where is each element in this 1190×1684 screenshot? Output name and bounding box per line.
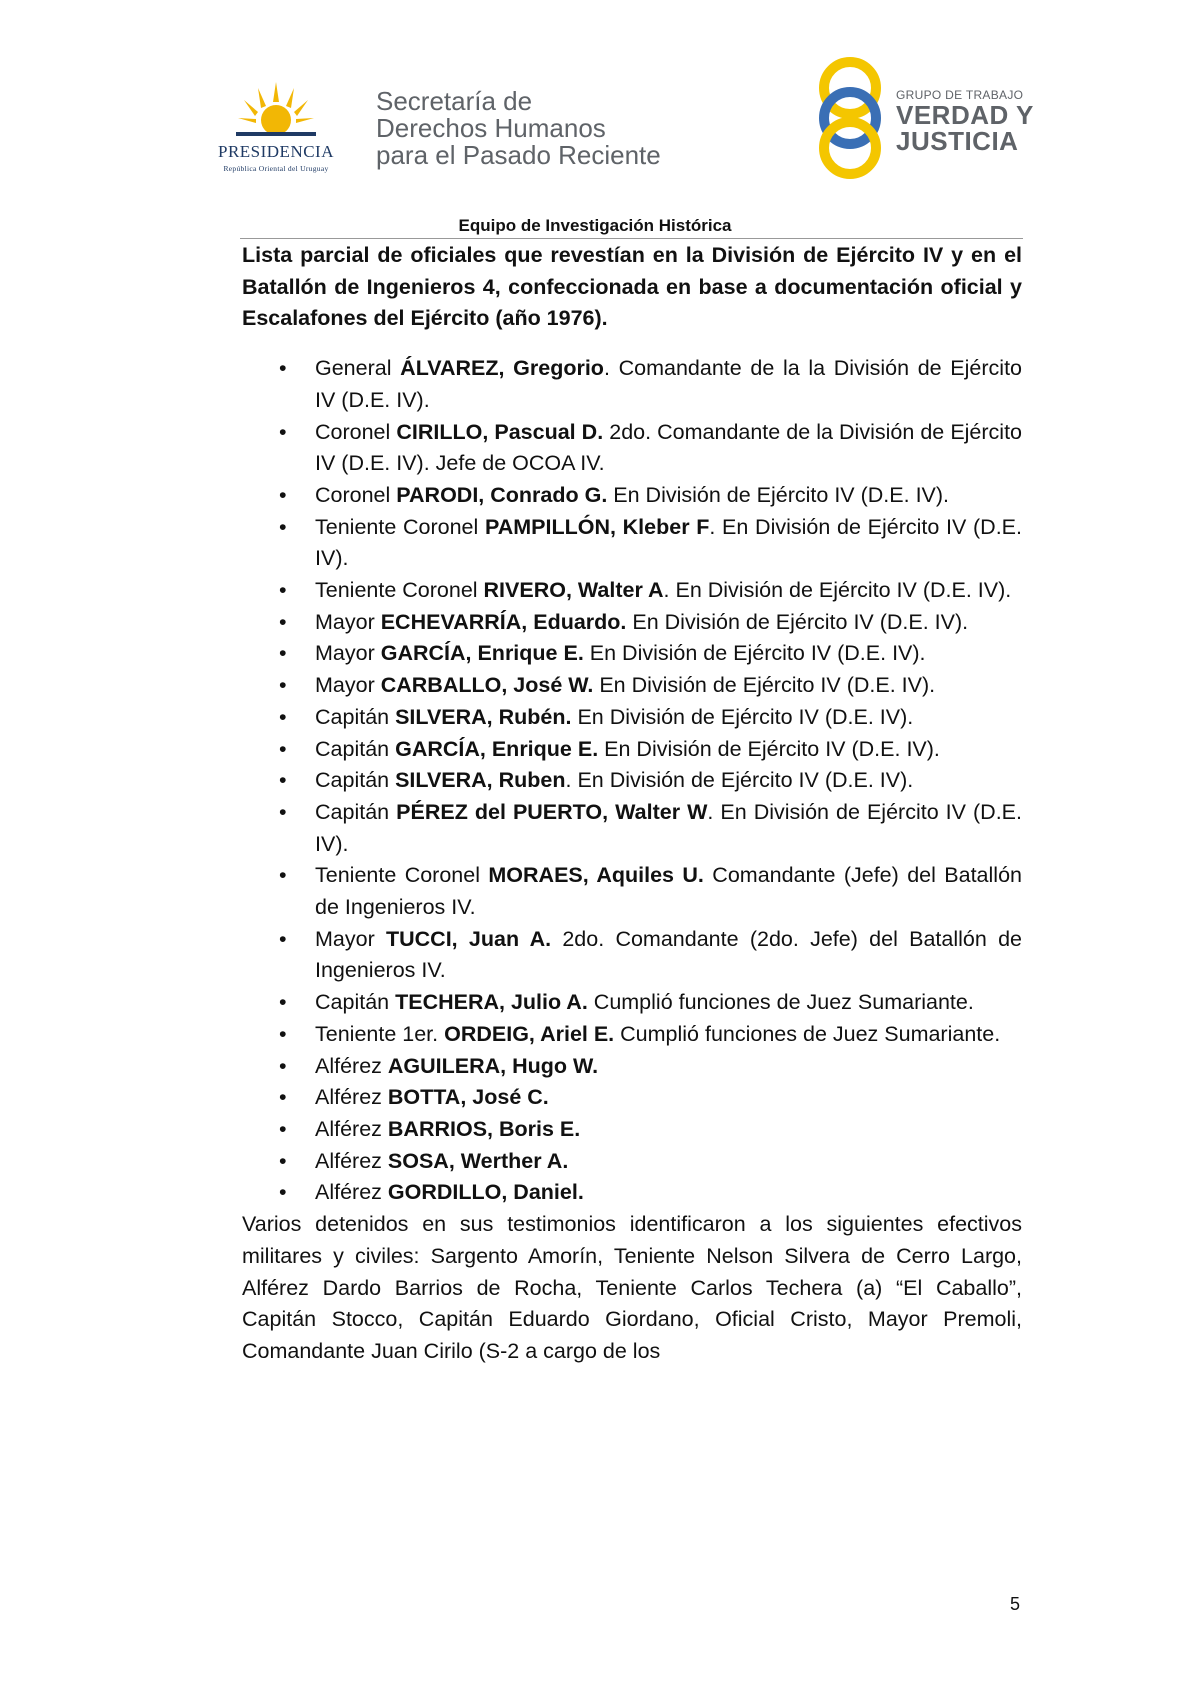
list-item (242, 1177, 1022, 1209)
secretaria-logo-text (376, 88, 661, 169)
bullet-icon: • (279, 578, 287, 603)
list-item (242, 575, 1022, 607)
secretaria-line-2: Derechos Humanos (376, 113, 606, 143)
list-item (242, 734, 1022, 766)
officer-name: MORAES, Aquiles U. (488, 863, 704, 888)
list-item (242, 860, 1022, 923)
officer-description: En División de Ejército IV (D.E. IV). (598, 736, 940, 761)
list-item (242, 1051, 1022, 1083)
officer-description: . Comandante de la la División de Ejército IV (D.E. IV). (315, 356, 1022, 412)
interlocked-rings-icon (815, 56, 885, 180)
list-item (242, 987, 1022, 1019)
list-item (242, 1082, 1022, 1114)
officer-rank: Teniente 1er. (315, 1021, 445, 1046)
bullet-icon: • (279, 704, 287, 729)
bullet-icon: • (279, 514, 287, 539)
officer-description: Comandante (Jefe) del Batallón de Ingenieros IV. (315, 863, 1022, 920)
list-item (242, 417, 1022, 480)
grupo-line-2: JUSTICIA (896, 126, 1019, 156)
officer-rank: Alférez (315, 1053, 388, 1078)
bullet-icon: • (279, 863, 287, 888)
officer-rank: Coronel (315, 419, 397, 444)
officer-description: . En División de Ejército IV (D.E. IV). (315, 799, 1022, 856)
officer-rank: Alférez (315, 1180, 388, 1205)
page-header (0, 0, 1190, 240)
bullet-icon: • (279, 482, 287, 507)
officer-name: ECHEVARRÍA, Eduardo. (380, 609, 627, 634)
bullet-icon: • (279, 1180, 287, 1205)
bullet-icon: • (279, 356, 287, 381)
officer-name: TECHERA, Julio A. (395, 990, 588, 1015)
list-item (242, 480, 1022, 512)
officer-rank: Mayor (315, 609, 381, 634)
officer-rank: Capitán (315, 799, 397, 824)
officer-rank: Alférez (315, 1085, 388, 1110)
officer-name: AGUILERA, Hugo W. (387, 1053, 599, 1078)
officer-name: RIVERO, Walter A (483, 578, 664, 603)
officer-rank: Capitán (315, 990, 396, 1015)
bullet-icon: • (279, 926, 287, 951)
bullet-icon: • (279, 736, 287, 761)
officer-rank: Capitán (315, 704, 396, 729)
officer-name: ORDEIG, Ariel E. (444, 1021, 615, 1046)
bullet-icon: • (279, 641, 287, 666)
list-item (242, 924, 1022, 987)
officer-name: GORDILLO, Daniel. (387, 1180, 584, 1205)
page-number: 5 (1010, 1594, 1021, 1614)
officer-description: Cumplió funciones de Juez Sumariante. (614, 1021, 1001, 1046)
officer-description: En División de Ejército IV (D.E. IV). (607, 482, 950, 507)
list-item (242, 1019, 1022, 1051)
officer-name: SOSA, Werther A. (387, 1148, 569, 1173)
officer-name: CIRILLO, Pascual D. (396, 419, 604, 444)
officers-list (242, 353, 1022, 1209)
officer-name: BARRIOS, Boris E. (387, 1116, 581, 1141)
officer-rank: General (315, 356, 401, 381)
officer-rank: Mayor (315, 641, 381, 666)
officer-description: En División de Ejército IV (D.E. IV). (626, 609, 969, 634)
bullet-icon: • (279, 799, 287, 824)
list-item (242, 607, 1022, 639)
officer-description: . En División de Ejército IV (D.E. IV). (663, 578, 1012, 603)
presidencia-sub: República Oriental del Uruguay (223, 164, 329, 173)
officer-name: PARODI, Conrado G. (396, 482, 608, 507)
bullet-icon: • (279, 1148, 287, 1173)
secretaria-line-1: Secretaría de (376, 86, 533, 116)
officer-rank: Capitán (315, 768, 396, 793)
officer-rank: Teniente Coronel (315, 863, 489, 888)
document-title: Lista parcial de oficiales que revestían en la División de Ejército IV y en el Batallón de Ingenieros 4, confeccionada en base a documentación oficial y Escalafones del Ejército (año 1976). (242, 243, 1022, 331)
list-item (242, 797, 1022, 860)
officer-name: CARBALLO, José W. (380, 673, 594, 698)
officer-rank: Capitán (315, 736, 396, 761)
bullet-icon: • (279, 1021, 287, 1046)
closing-paragraph: Varios detenidos en sus testimonios identificaron a los siguientes efectivos militares y civiles: Sargento Amorín, Teniente Nelson Silvera de Cerro Largo, Alférez Dardo Barrios de Rocha, Teniente Carlos Techera (a) “El Caballo”, Capitán Stocco, Capitán Eduardo Giordano, Oficial Cristo, Mayor Premoli, Comandante Juan Cirilo (S-2 a cargo de los (242, 1212, 1022, 1363)
list-item (242, 512, 1022, 575)
officer-rank: Mayor (315, 673, 381, 698)
officer-description: . En División de Ejército IV (D.E. IV). (565, 768, 914, 793)
list-item (242, 353, 1022, 416)
officer-description: En División de Ejército IV (D.E. IV). (593, 673, 936, 698)
officer-name: BOTTA, José C. (387, 1085, 549, 1110)
team-title: Equipo de Investigación Histórica (458, 216, 732, 235)
officer-rank: Alférez (315, 1116, 388, 1141)
bullet-icon: • (279, 768, 287, 793)
officer-description: . En División de Ejército IV (D.E. IV). (315, 514, 1022, 571)
officer-name: PÉREZ del PUERTO, Walter W (396, 799, 708, 824)
officer-rank: Mayor (315, 926, 386, 951)
bullet-icon: • (279, 1116, 287, 1141)
list-item (242, 702, 1022, 734)
bullet-icon: • (279, 609, 287, 634)
officer-description: En División de Ejército IV (D.E. IV). (583, 641, 926, 666)
list-item (242, 1114, 1022, 1146)
bullet-icon: • (279, 990, 287, 1015)
officer-rank: Teniente Coronel (315, 514, 485, 539)
officer-rank: Teniente Coronel (315, 578, 484, 603)
presidencia-label: PRESIDENCIA (217, 142, 334, 161)
officer-rank: Coronel (315, 482, 397, 507)
officer-name: PAMPILLÓN, Kleber F (484, 514, 710, 539)
grupo-small: GRUPO DE TRABAJO (896, 88, 1024, 102)
grupo-line-1: VERDAD Y (896, 100, 1034, 130)
officer-name: GARCÍA, Enrique E. (380, 641, 584, 666)
document-body (242, 240, 1022, 1368)
presidencia-logo (196, 80, 356, 180)
officer-description: 2do. Comandante (2do. Jefe) del Batallón de Ingenieros IV. (315, 926, 1022, 983)
header-divider (240, 238, 1023, 239)
list-item (242, 765, 1022, 797)
bullet-icon: • (279, 419, 287, 444)
sun-icon (236, 80, 316, 142)
officer-name: TUCCI, Juan A. (386, 926, 552, 951)
bullet-icon: • (279, 1085, 287, 1110)
officer-name: GARCÍA, Enrique E. (395, 736, 599, 761)
officer-name: ÁLVAREZ, Gregorio (400, 356, 604, 381)
grupo-trabajo-logo-text (896, 88, 1034, 154)
bullet-icon: • (279, 673, 287, 698)
list-item (242, 1146, 1022, 1178)
list-item (242, 638, 1022, 670)
officer-name: SILVERA, Rubén. (395, 704, 572, 729)
officer-description: En División de Ejército IV (D.E. IV). (571, 704, 914, 729)
bullet-icon: • (279, 1053, 287, 1078)
list-item (242, 670, 1022, 702)
officer-rank: Alférez (315, 1148, 388, 1173)
secretaria-line-3: para el Pasado Reciente (376, 140, 661, 170)
officer-description: 2do. Comandante de la División de Ejército IV (D.E. IV). Jefe de OCOA IV. (315, 419, 1023, 476)
officer-description: Cumplió funciones de Juez Sumariante. (587, 990, 974, 1015)
officer-name: SILVERA, Ruben (395, 768, 566, 793)
